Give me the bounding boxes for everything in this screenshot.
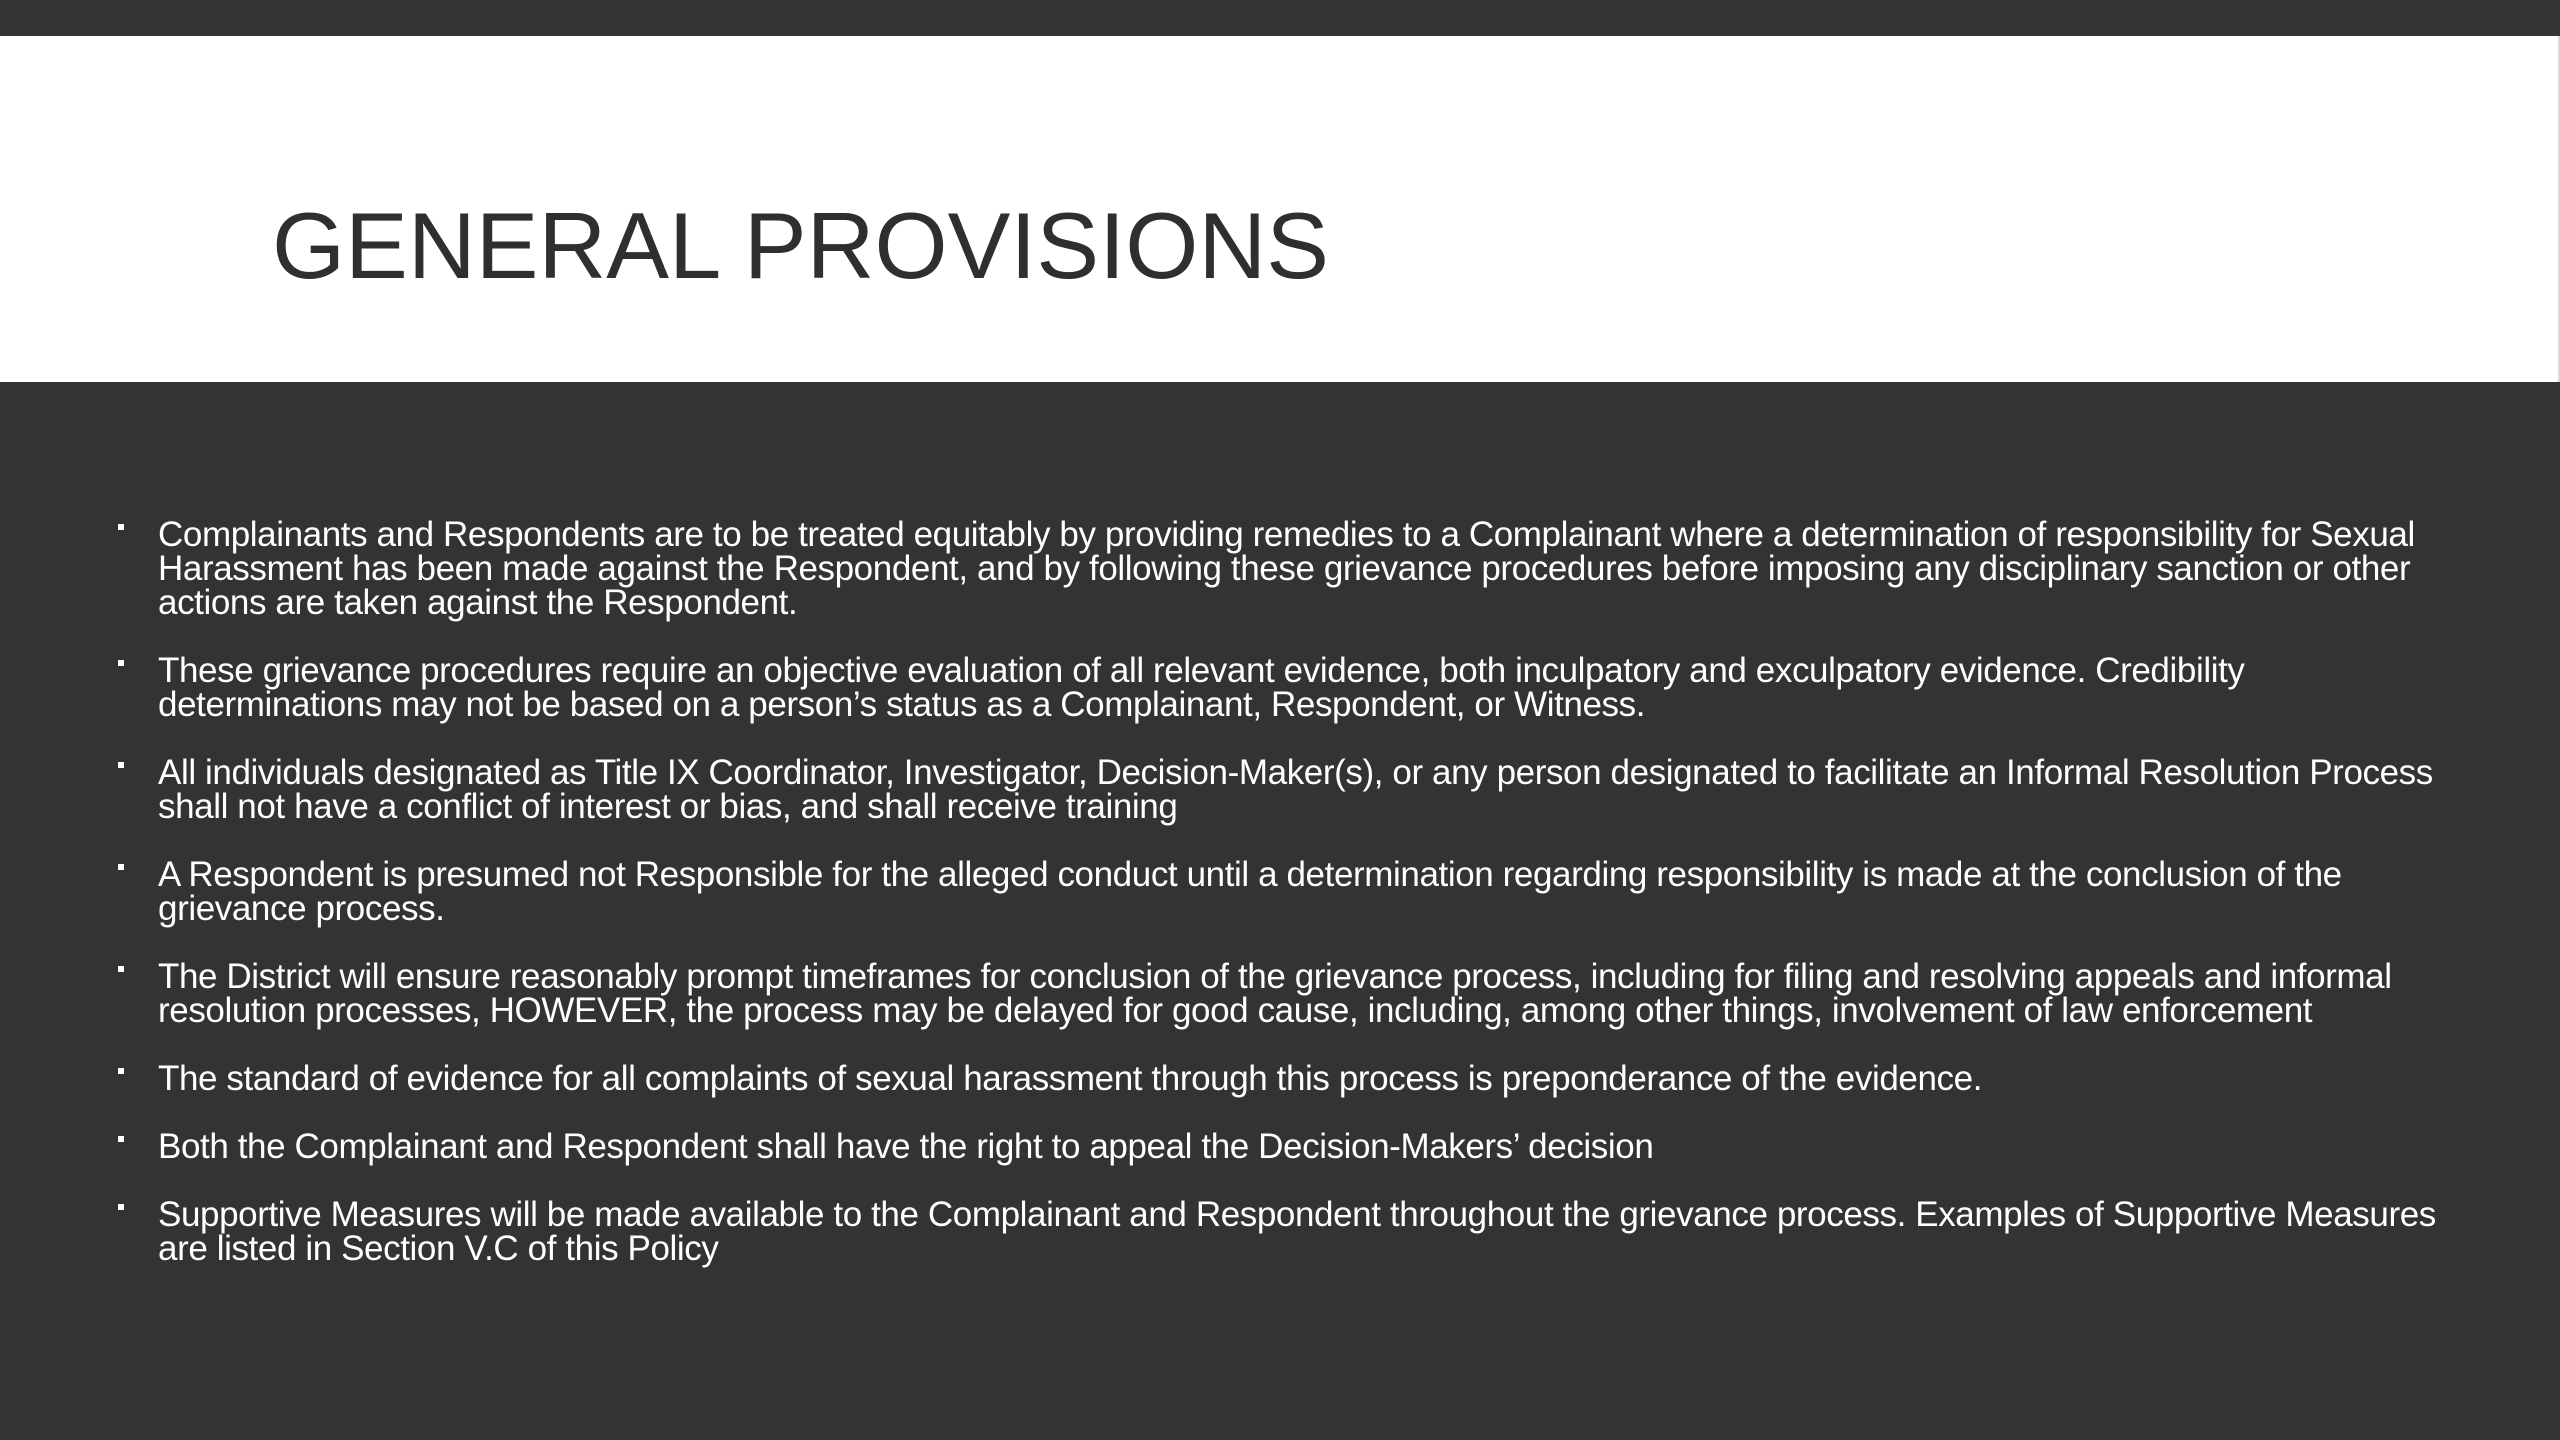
content-panel bbox=[0, 382, 2560, 1440]
bullet-item-4 bbox=[112, 855, 2452, 928]
bullet-text: Supportive Measures will be made available to the Complainant and Respondent throughout the grievance process. Examples of Supportive Measures are listed in Section V.C of this Policy bbox=[158, 1195, 2436, 1268]
title-panel bbox=[0, 36, 2560, 382]
bullet-text: These grievance procedures require an objective evaluation of all relevant evidence, both inculpatory and exculpatory evidence. Credibility determinations may not be based on a person’s status as a Complainant, Respondent, or Witness. bbox=[158, 651, 2245, 724]
bullet-marker bbox=[118, 660, 124, 666]
bullet-item-2 bbox=[112, 651, 2452, 724]
bullet-item-5 bbox=[112, 957, 2452, 1030]
bullet-marker bbox=[118, 864, 124, 870]
bullet-marker bbox=[118, 1068, 124, 1074]
top-band bbox=[0, 0, 2560, 36]
bullet-text: Both the Complainant and Respondent shall have the right to appeal the Decision-Makers’ decision bbox=[158, 1127, 1654, 1166]
bullet-marker bbox=[118, 762, 124, 768]
bullet-item-8 bbox=[112, 1195, 2452, 1268]
bullet-text: The standard of evidence for all complaints of sexual harassment through this process is preponderance of the evidence. bbox=[158, 1059, 1983, 1098]
bullet-marker bbox=[118, 1136, 124, 1142]
bullet-text: All individuals designated as Title IX Coordinator, Investigator, Decision-Maker(s), or any person designated to facilitate an Informal Resolution Process shall not have a conflict of interest or bias, and shall receive training bbox=[158, 753, 2433, 826]
bullet-marker bbox=[118, 524, 124, 530]
bullet-item-1 bbox=[112, 515, 2452, 622]
bullet-text: Complainants and Respondents are to be treated equitably by providing remedies to a Complainant where a determination of responsibility for Sexual Harassment has been made against the Respondent, and by following these grievance procedures before imposing any disciplinary sanction or other actions are taken against the Respondent. bbox=[158, 515, 2415, 622]
bullet-list bbox=[112, 515, 2452, 1300]
bullet-text: A Respondent is presumed not Responsible for the alleged conduct until a determination regarding responsibility is made at the conclusion of the grievance process. bbox=[158, 855, 2342, 928]
bullet-item-6 bbox=[112, 1059, 2452, 1098]
bullet-marker bbox=[118, 1204, 124, 1210]
bullet-marker bbox=[118, 966, 124, 972]
bullet-item-7 bbox=[112, 1127, 2452, 1166]
slide-title: GENERAL PROVISIONS bbox=[272, 193, 1329, 298]
bullet-text: The District will ensure reasonably prompt timeframes for conclusion of the grievance process, including for filing and resolving appeals and informal resolution processes, HOWEVER, the process may be delayed for good cause, including, among other things, involvement of law enforcement bbox=[158, 957, 2392, 1030]
bullet-item-3 bbox=[112, 753, 2452, 826]
